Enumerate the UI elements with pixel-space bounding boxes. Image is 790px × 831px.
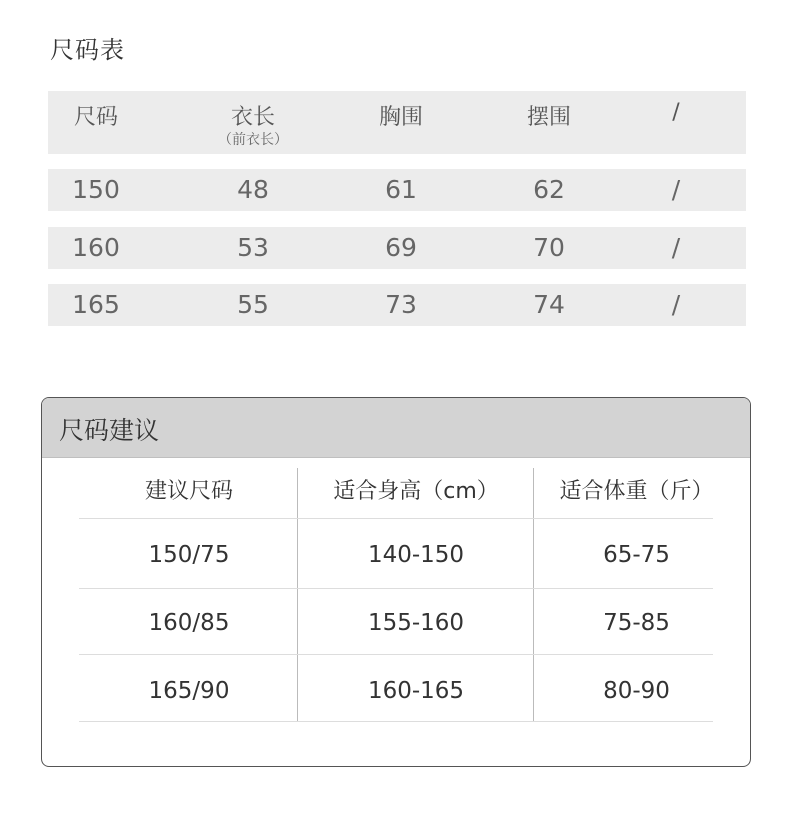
advice-cell-size: 160/85 [148, 610, 230, 636]
header-extra [656, 91, 696, 154]
header-chest [351, 91, 451, 154]
advice-cell-weight: 80-90 [603, 678, 670, 704]
advice-cell-weight: 75-85 [603, 610, 670, 636]
cell-size: 150 [72, 175, 120, 204]
cell-extra: / [671, 233, 681, 262]
cell-size: 165 [72, 290, 120, 319]
table-row [48, 227, 746, 269]
cell-extra: / [671, 175, 681, 204]
cell-chest: 73 [385, 290, 417, 319]
cell-hem: 62 [533, 175, 565, 204]
cell-length: 48 [237, 175, 269, 204]
header-chest-label: 胸围 [378, 105, 423, 130]
cell-hem: 74 [533, 290, 565, 319]
cell-chest: 69 [385, 233, 417, 262]
header-length [203, 91, 303, 154]
size-advice-title: 尺码建议 [59, 416, 160, 445]
advice-header-size: 建议尺码 [144, 479, 233, 504]
row-divider [79, 721, 713, 722]
header-size-label: 尺码 [73, 105, 118, 130]
cell-chest: 61 [385, 175, 417, 204]
header-hem [499, 91, 599, 154]
size-chart-header-row [48, 91, 746, 154]
advice-cell-size: 165/90 [148, 678, 230, 704]
table-row [48, 169, 746, 211]
cell-hem: 70 [533, 233, 565, 262]
cell-extra: / [671, 290, 681, 319]
size-advice-panel [41, 397, 751, 767]
advice-cell-height: 160-165 [367, 678, 465, 704]
advice-cell-height: 155-160 [367, 610, 465, 636]
cell-size: 160 [72, 233, 120, 262]
row-divider [79, 518, 713, 519]
header-length-sublabel: （前衣长） [218, 132, 288, 148]
header-length-label: 衣长 [230, 105, 275, 130]
header-hem-label: 摆围 [526, 105, 571, 130]
advice-header-weight: 适合体重（斤） [559, 479, 714, 504]
advice-cell-height: 140-150 [367, 542, 465, 568]
row-divider [79, 654, 713, 655]
header-size [48, 91, 144, 154]
row-divider [79, 588, 713, 589]
table-row [48, 284, 746, 326]
page-title: 尺码表 [50, 36, 125, 64]
header-extra-label: / [672, 100, 680, 125]
advice-cell-size: 150/75 [148, 542, 230, 568]
cell-length: 55 [237, 290, 269, 319]
cell-length: 53 [237, 233, 269, 262]
advice-cell-weight: 65-75 [603, 542, 670, 568]
advice-header-height: 适合身高（cm） [333, 479, 499, 504]
